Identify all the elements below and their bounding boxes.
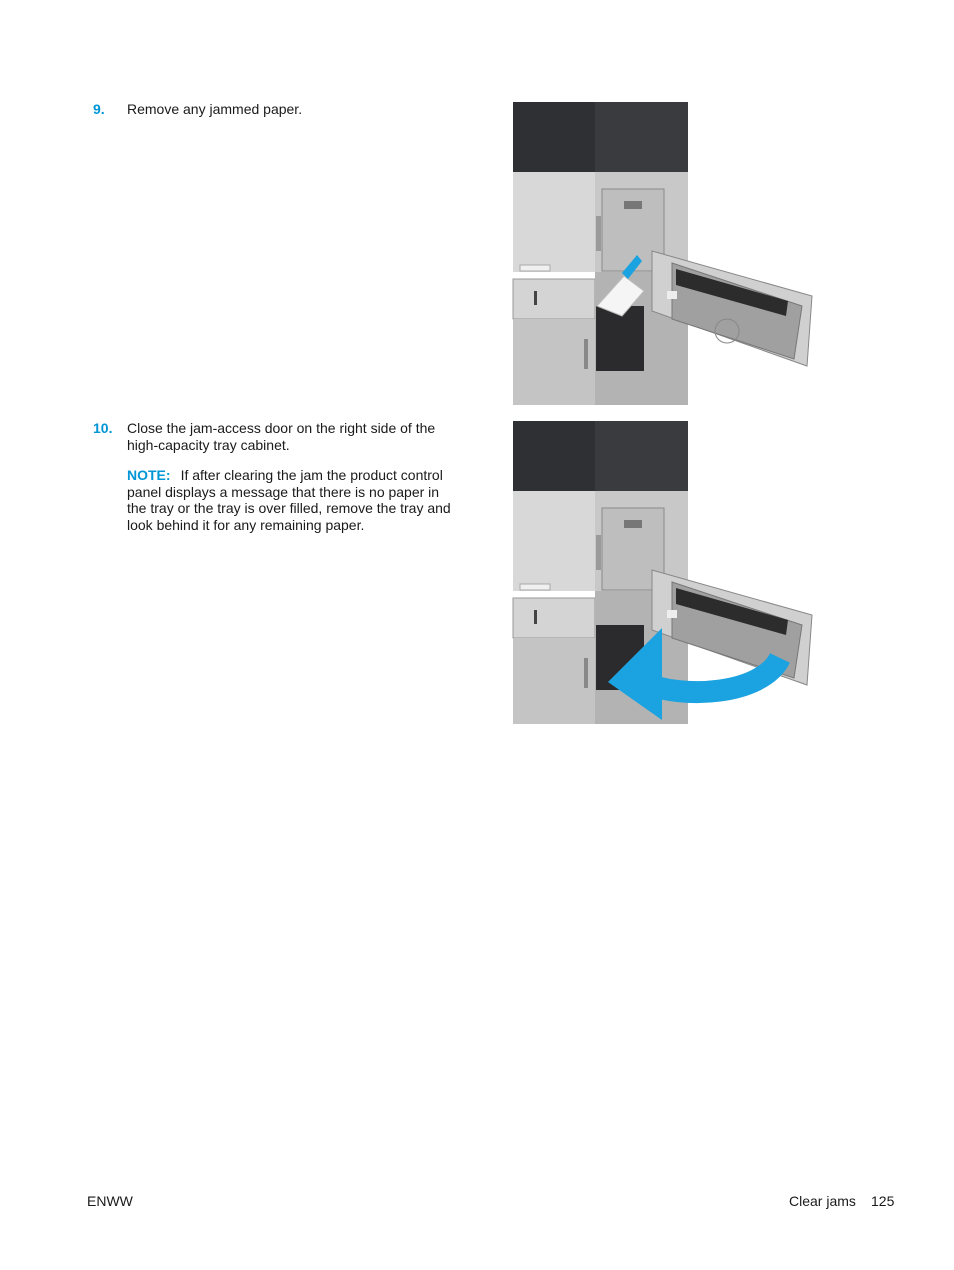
printer-close-door-illustration (512, 420, 820, 725)
note-label: NOTE: (127, 467, 171, 483)
step-9-number: 9. (93, 101, 105, 117)
printer-open-door-illustration (512, 101, 820, 406)
footer-section: Clear jams (789, 1193, 856, 1209)
step-10-text: Close the jam-access door on the right side of the high-capacity tray cabinet. (127, 420, 436, 453)
step-10-note (127, 467, 457, 533)
step-9-text: Remove any jammed paper. (127, 101, 303, 117)
footer-page-number: 125 (871, 1193, 895, 1209)
footer-left: ENWW (87, 1193, 133, 1209)
note-text: If after clearing the jam the product control panel displays a message that there is no paper in the tray or the tray is over filled, remove the tray and look behind it for any remaining paper. (127, 467, 451, 533)
step-10-number: 10. (93, 420, 113, 436)
